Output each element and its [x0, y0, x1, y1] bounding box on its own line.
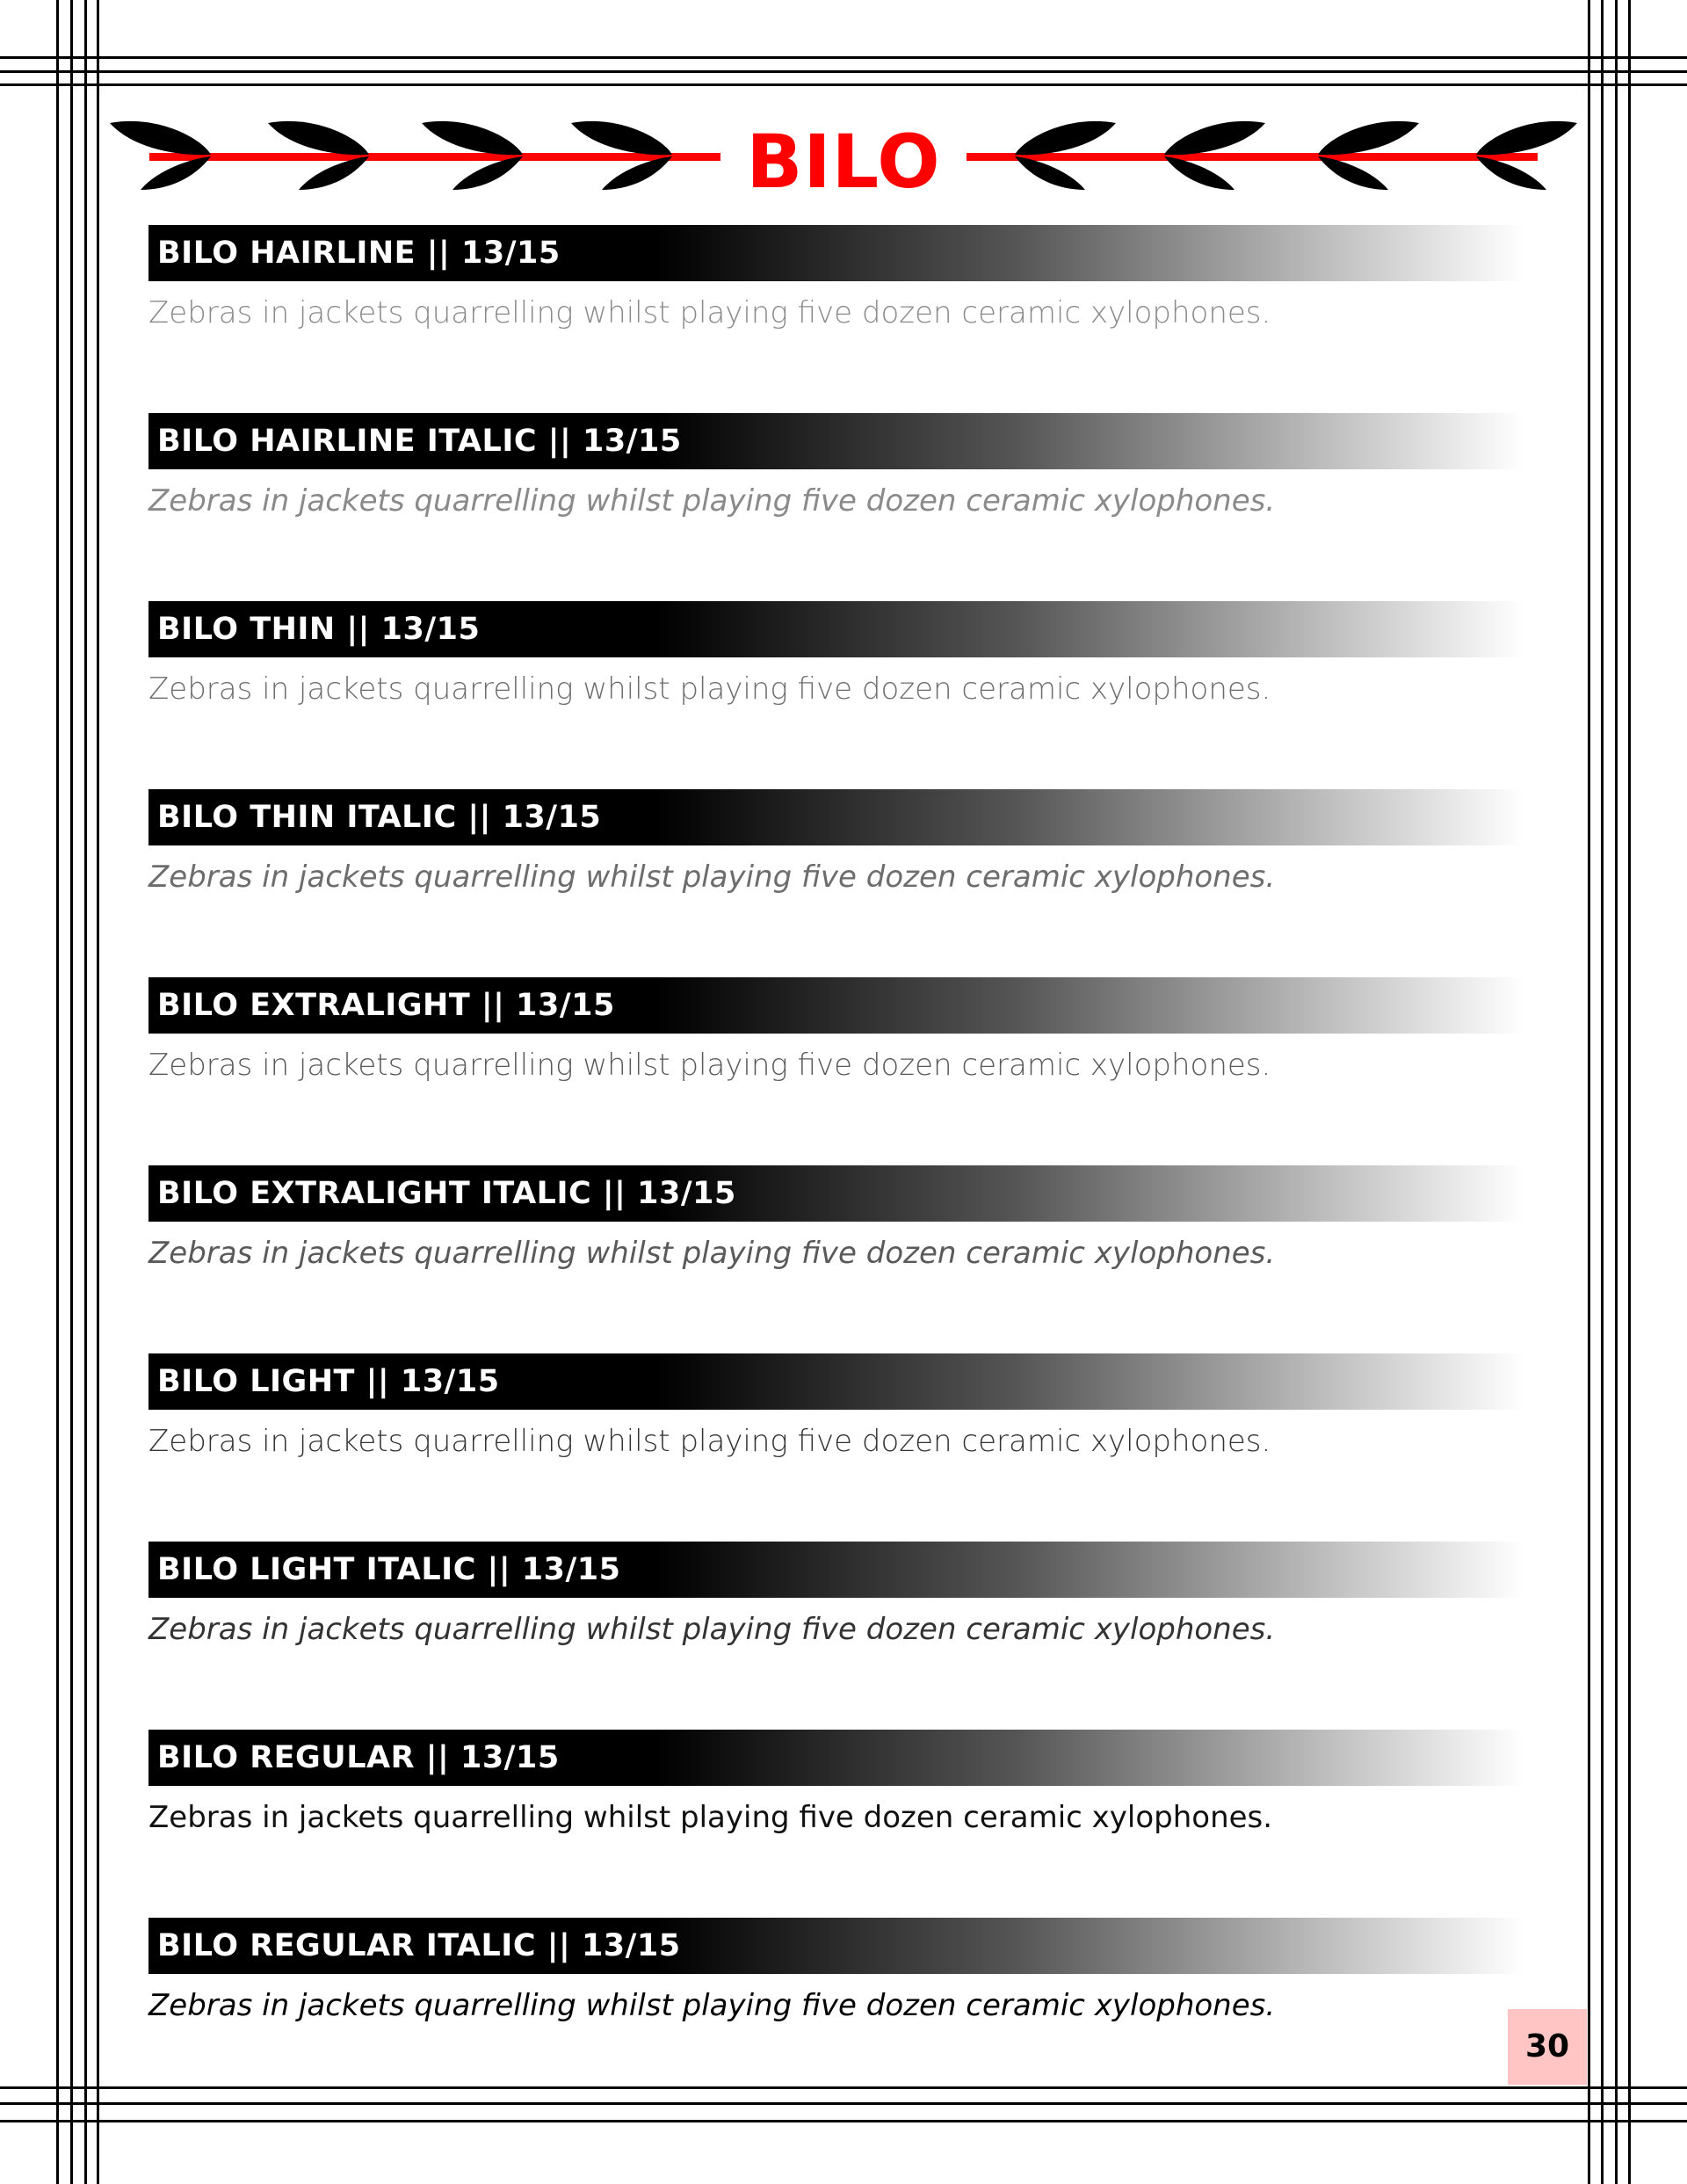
border-line-left-1 [56, 0, 59, 2184]
border-line-left-3 [84, 0, 87, 2184]
sample-text: Zebras in jackets quarrelling whilst playing five dozen ceramic xylophones. [148, 295, 1271, 330]
page-number-badge: 30 [1508, 2009, 1587, 2085]
sample-text: Zebras in jackets quarrelling whilst playing five dozen ceramic xylophones. [148, 1424, 1271, 1459]
border-line-bottom-1 [0, 2086, 1687, 2089]
sample-text: Zebras in jackets quarrelling whilst playing five dozen ceramic xylophones. [148, 671, 1271, 707]
border-line-right-1 [1588, 0, 1590, 2184]
right-laurel-icon [949, 104, 1582, 209]
sample-label: BILO HAIRLINE || 13/15 [148, 225, 1524, 281]
border-line-left-4 [97, 0, 99, 2184]
border-line-bottom-3 [0, 2120, 1687, 2122]
sample-label: BILO REGULAR ITALIC || 13/15 [148, 1918, 1524, 1974]
sample-extralight-italic [148, 1165, 1524, 1273]
sample-text: Zebras in jackets quarrelling whilst playing five dozen ceramic xylophones. [148, 1988, 1276, 2023]
sample-hairline [148, 225, 1524, 332]
sample-regular-italic [148, 1918, 1524, 2025]
sample-regular [148, 1730, 1524, 1837]
border-line-right-2 [1601, 0, 1604, 2184]
sample-light [148, 1353, 1524, 1461]
sample-text: Zebras in jackets quarrelling whilst playing five dozen ceramic xylophones. [148, 1236, 1276, 1271]
sample-text: Zebras in jackets quarrelling whilst playing five dozen ceramic xylophones. [148, 1800, 1273, 1835]
sample-text: Zebras in jackets quarrelling whilst playing five dozen ceramic xylophones. [148, 1048, 1271, 1083]
border-line-top-3 [0, 83, 1687, 86]
sample-thin-italic [148, 789, 1524, 896]
sample-thin [148, 601, 1524, 708]
sample-text: Zebras in jackets quarrelling whilst playing five dozen ceramic xylophones. [148, 1612, 1276, 1647]
sample-label: BILO LIGHT || 13/15 [148, 1353, 1524, 1410]
border-line-bottom-2 [0, 2102, 1687, 2105]
border-line-right-3 [1615, 0, 1618, 2184]
sample-label: BILO HAIRLINE ITALIC || 13/15 [148, 413, 1524, 469]
sample-label: BILO EXTRALIGHT ITALIC || 13/15 [148, 1165, 1524, 1222]
page-title: BILO [746, 119, 941, 205]
border-line-top-1 [0, 56, 1687, 59]
border-line-right-4 [1628, 0, 1631, 2184]
sample-light-italic [148, 1542, 1524, 1649]
sample-extralight [148, 977, 1524, 1085]
sample-label: BILO REGULAR || 13/15 [148, 1730, 1524, 1786]
sample-text: Zebras in jackets quarrelling whilst playing five dozen ceramic xylophones. [148, 860, 1276, 895]
sample-label: BILO EXTRALIGHT || 13/15 [148, 977, 1524, 1034]
border-line-left-2 [70, 0, 73, 2184]
sample-hairline-italic [148, 413, 1524, 520]
border-line-top-2 [0, 70, 1687, 73]
sample-label: BILO THIN ITALIC || 13/15 [148, 789, 1524, 845]
sample-text: Zebras in jackets quarrelling whilst playing five dozen ceramic xylophones. [148, 483, 1276, 519]
sample-label: BILO LIGHT ITALIC || 13/15 [148, 1542, 1524, 1598]
title-row [105, 104, 1582, 209]
sample-label: BILO THIN || 13/15 [148, 601, 1524, 657]
